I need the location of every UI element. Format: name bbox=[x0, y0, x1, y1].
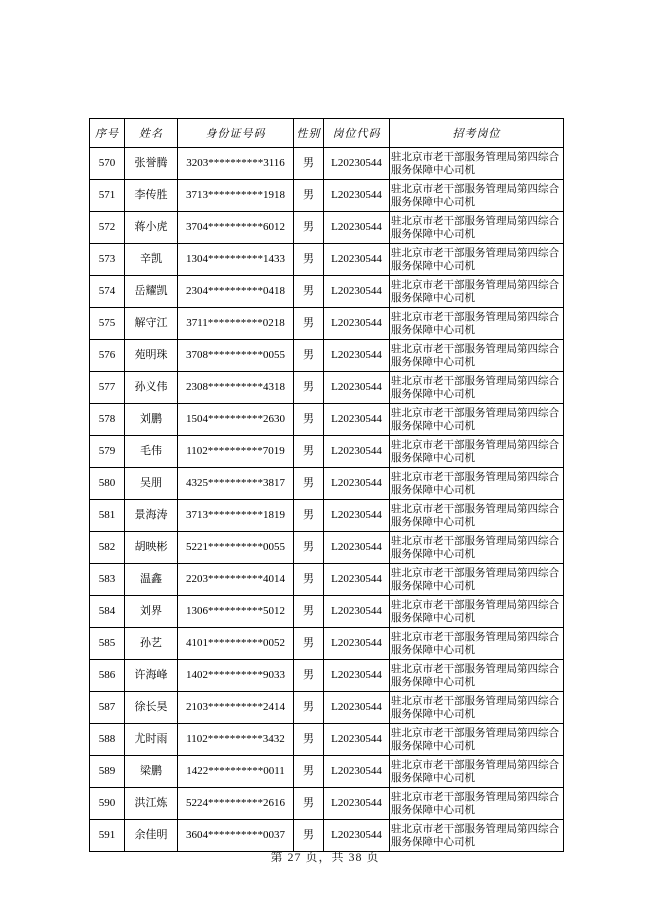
table-row bbox=[90, 628, 564, 660]
cell-job-title: 驻北京市老干部服务管理局第四综合服务保障中心司机 bbox=[390, 244, 564, 276]
cell-name: 孙艺 bbox=[125, 628, 178, 660]
cell-gender: 男 bbox=[294, 244, 324, 276]
cell-job-code: L20230544 bbox=[324, 372, 390, 404]
cell-job-title: 驻北京市老干部服务管理局第四综合服务保障中心司机 bbox=[390, 276, 564, 308]
table-row bbox=[90, 660, 564, 692]
cell-name: 温鑫 bbox=[125, 564, 178, 596]
cell-id-number: 1422**********0011 bbox=[178, 756, 294, 788]
cell-id-number: 1102**********3432 bbox=[178, 724, 294, 756]
table-row bbox=[90, 148, 564, 180]
cell-gender: 男 bbox=[294, 692, 324, 724]
cell-name: 景海涛 bbox=[125, 500, 178, 532]
cell-gender: 男 bbox=[294, 276, 324, 308]
cell-name: 岳耀凯 bbox=[125, 276, 178, 308]
cell-id-number: 5221**********0055 bbox=[178, 532, 294, 564]
cell-gender: 男 bbox=[294, 628, 324, 660]
cell-id-number: 1402**********9033 bbox=[178, 660, 294, 692]
cell-gender: 男 bbox=[294, 148, 324, 180]
col-header-job-code: 岗位代码 bbox=[324, 119, 390, 148]
cell-gender: 男 bbox=[294, 788, 324, 820]
cell-id-number: 3711**********0218 bbox=[178, 308, 294, 340]
cell-job-title: 驻北京市老干部服务管理局第四综合服务保障中心司机 bbox=[390, 468, 564, 500]
cell-job-title: 驻北京市老干部服务管理局第四综合服务保障中心司机 bbox=[390, 372, 564, 404]
col-header-name: 姓名 bbox=[125, 119, 178, 148]
table-row bbox=[90, 308, 564, 340]
cell-id-number: 3203**********3116 bbox=[178, 148, 294, 180]
cell-seq: 589 bbox=[90, 756, 125, 788]
cell-seq: 584 bbox=[90, 596, 125, 628]
cell-job-title: 驻北京市老干部服务管理局第四综合服务保障中心司机 bbox=[390, 564, 564, 596]
cell-seq: 580 bbox=[90, 468, 125, 500]
table-row bbox=[90, 372, 564, 404]
cell-gender: 男 bbox=[294, 404, 324, 436]
table-row bbox=[90, 596, 564, 628]
cell-job-code: L20230544 bbox=[324, 596, 390, 628]
cell-job-title: 驻北京市老干部服务管理局第四综合服务保障中心司机 bbox=[390, 212, 564, 244]
cell-job-title: 驻北京市老干部服务管理局第四综合服务保障中心司机 bbox=[390, 756, 564, 788]
cell-id-number: 1504**********2630 bbox=[178, 404, 294, 436]
cell-gender: 男 bbox=[294, 436, 324, 468]
cell-job-code: L20230544 bbox=[324, 468, 390, 500]
table-row bbox=[90, 500, 564, 532]
table-row bbox=[90, 340, 564, 372]
cell-name: 尤时雨 bbox=[125, 724, 178, 756]
cell-id-number: 1304**********1433 bbox=[178, 244, 294, 276]
cell-gender: 男 bbox=[294, 180, 324, 212]
cell-id-number: 3704**********6012 bbox=[178, 212, 294, 244]
cell-seq: 582 bbox=[90, 532, 125, 564]
cell-job-code: L20230544 bbox=[324, 404, 390, 436]
cell-job-code: L20230544 bbox=[324, 436, 390, 468]
cell-job-code: L20230544 bbox=[324, 820, 390, 852]
cell-job-title: 驻北京市老干部服务管理局第四综合服务保障中心司机 bbox=[390, 532, 564, 564]
cell-name: 刘鹏 bbox=[125, 404, 178, 436]
cell-seq: 590 bbox=[90, 788, 125, 820]
table-row bbox=[90, 564, 564, 596]
table-row bbox=[90, 436, 564, 468]
table-row bbox=[90, 212, 564, 244]
cell-job-code: L20230544 bbox=[324, 276, 390, 308]
cell-seq: 583 bbox=[90, 564, 125, 596]
cell-seq: 573 bbox=[90, 244, 125, 276]
cell-seq: 585 bbox=[90, 628, 125, 660]
table-row bbox=[90, 404, 564, 436]
cell-id-number: 4325**********3817 bbox=[178, 468, 294, 500]
cell-gender: 男 bbox=[294, 340, 324, 372]
cell-name: 梁鹏 bbox=[125, 756, 178, 788]
cell-id-number: 1102**********7019 bbox=[178, 436, 294, 468]
cell-seq: 588 bbox=[90, 724, 125, 756]
cell-seq: 586 bbox=[90, 660, 125, 692]
table-row bbox=[90, 756, 564, 788]
cell-job-title: 驻北京市老干部服务管理局第四综合服务保障中心司机 bbox=[390, 788, 564, 820]
cell-gender: 男 bbox=[294, 596, 324, 628]
table-row bbox=[90, 468, 564, 500]
cell-id-number: 2308**********4318 bbox=[178, 372, 294, 404]
cell-job-title: 驻北京市老干部服务管理局第四综合服务保障中心司机 bbox=[390, 148, 564, 180]
table-row bbox=[90, 692, 564, 724]
cell-seq: 570 bbox=[90, 148, 125, 180]
cell-seq: 577 bbox=[90, 372, 125, 404]
cell-job-title: 驻北京市老干部服务管理局第四综合服务保障中心司机 bbox=[390, 436, 564, 468]
cell-name: 苑明珠 bbox=[125, 340, 178, 372]
cell-seq: 587 bbox=[90, 692, 125, 724]
cell-name: 胡映彬 bbox=[125, 532, 178, 564]
cell-job-code: L20230544 bbox=[324, 756, 390, 788]
cell-job-code: L20230544 bbox=[324, 724, 390, 756]
col-header-id-number: 身份证号码 bbox=[178, 119, 294, 148]
cell-job-code: L20230544 bbox=[324, 628, 390, 660]
cell-gender: 男 bbox=[294, 500, 324, 532]
cell-name: 许海峰 bbox=[125, 660, 178, 692]
cell-id-number: 5224**********2616 bbox=[178, 788, 294, 820]
cell-job-code: L20230544 bbox=[324, 148, 390, 180]
cell-seq: 575 bbox=[90, 308, 125, 340]
cell-id-number: 2103**********2414 bbox=[178, 692, 294, 724]
recruitment-roster-table bbox=[89, 118, 564, 852]
col-header-gender: 性别 bbox=[294, 119, 324, 148]
cell-job-code: L20230544 bbox=[324, 308, 390, 340]
cell-job-code: L20230544 bbox=[324, 788, 390, 820]
cell-name: 张誉腾 bbox=[125, 148, 178, 180]
cell-gender: 男 bbox=[294, 308, 324, 340]
table-row bbox=[90, 788, 564, 820]
cell-job-code: L20230544 bbox=[324, 532, 390, 564]
page-number: 第 27 页，共 38 页 bbox=[270, 850, 380, 864]
cell-job-title: 驻北京市老干部服务管理局第四综合服务保障中心司机 bbox=[390, 660, 564, 692]
cell-job-title: 驻北京市老干部服务管理局第四综合服务保障中心司机 bbox=[390, 500, 564, 532]
table-row bbox=[90, 820, 564, 852]
cell-gender: 男 bbox=[294, 756, 324, 788]
cell-id-number: 3713**********1819 bbox=[178, 500, 294, 532]
cell-seq: 574 bbox=[90, 276, 125, 308]
cell-name: 毛伟 bbox=[125, 436, 178, 468]
cell-id-number: 1306**********5012 bbox=[178, 596, 294, 628]
cell-gender: 男 bbox=[294, 212, 324, 244]
cell-job-title: 驻北京市老干部服务管理局第四综合服务保障中心司机 bbox=[390, 180, 564, 212]
cell-job-title: 驻北京市老干部服务管理局第四综合服务保障中心司机 bbox=[390, 340, 564, 372]
cell-job-code: L20230544 bbox=[324, 692, 390, 724]
cell-job-code: L20230544 bbox=[324, 212, 390, 244]
cell-name: 李传胜 bbox=[125, 180, 178, 212]
cell-seq: 571 bbox=[90, 180, 125, 212]
cell-gender: 男 bbox=[294, 564, 324, 596]
cell-name: 孙义伟 bbox=[125, 372, 178, 404]
table-row bbox=[90, 244, 564, 276]
cell-name: 余佳明 bbox=[125, 820, 178, 852]
table-row bbox=[90, 532, 564, 564]
cell-seq: 572 bbox=[90, 212, 125, 244]
table-row bbox=[90, 276, 564, 308]
cell-seq: 591 bbox=[90, 820, 125, 852]
cell-gender: 男 bbox=[294, 468, 324, 500]
cell-seq: 578 bbox=[90, 404, 125, 436]
cell-gender: 男 bbox=[294, 724, 324, 756]
cell-job-code: L20230544 bbox=[324, 180, 390, 212]
cell-job-title: 驻北京市老干部服务管理局第四综合服务保障中心司机 bbox=[390, 596, 564, 628]
col-header-seq: 序号 bbox=[90, 119, 125, 148]
cell-id-number: 2304**********0418 bbox=[178, 276, 294, 308]
cell-id-number: 2203**********4014 bbox=[178, 564, 294, 596]
cell-id-number: 3604**********0037 bbox=[178, 820, 294, 852]
cell-name: 徐长昊 bbox=[125, 692, 178, 724]
cell-job-code: L20230544 bbox=[324, 340, 390, 372]
table-header-row bbox=[90, 119, 564, 148]
cell-name: 刘界 bbox=[125, 596, 178, 628]
cell-job-code: L20230544 bbox=[324, 244, 390, 276]
cell-job-title: 驻北京市老干部服务管理局第四综合服务保障中心司机 bbox=[390, 308, 564, 340]
cell-job-title: 驻北京市老干部服务管理局第四综合服务保障中心司机 bbox=[390, 724, 564, 756]
table-row bbox=[90, 724, 564, 756]
cell-name: 吴朋 bbox=[125, 468, 178, 500]
cell-job-title: 驻北京市老干部服务管理局第四综合服务保障中心司机 bbox=[390, 628, 564, 660]
table-body bbox=[90, 148, 564, 852]
cell-gender: 男 bbox=[294, 820, 324, 852]
cell-job-code: L20230544 bbox=[324, 500, 390, 532]
cell-gender: 男 bbox=[294, 532, 324, 564]
cell-job-code: L20230544 bbox=[324, 564, 390, 596]
cell-seq: 581 bbox=[90, 500, 125, 532]
cell-name: 蒋小虎 bbox=[125, 212, 178, 244]
cell-job-title: 驻北京市老干部服务管理局第四综合服务保障中心司机 bbox=[390, 820, 564, 852]
cell-job-title: 驻北京市老干部服务管理局第四综合服务保障中心司机 bbox=[390, 404, 564, 436]
cell-gender: 男 bbox=[294, 372, 324, 404]
cell-id-number: 3713**********1918 bbox=[178, 180, 294, 212]
cell-job-title: 驻北京市老干部服务管理局第四综合服务保障中心司机 bbox=[390, 692, 564, 724]
cell-name: 辛凯 bbox=[125, 244, 178, 276]
cell-name: 洪江炼 bbox=[125, 788, 178, 820]
cell-seq: 576 bbox=[90, 340, 125, 372]
cell-job-code: L20230544 bbox=[324, 660, 390, 692]
table-row bbox=[90, 180, 564, 212]
cell-id-number: 4101**********0052 bbox=[178, 628, 294, 660]
cell-seq: 579 bbox=[90, 436, 125, 468]
cell-gender: 男 bbox=[294, 660, 324, 692]
cell-name: 解守江 bbox=[125, 308, 178, 340]
cell-id-number: 3708**********0055 bbox=[178, 340, 294, 372]
col-header-job-title: 招考岗位 bbox=[390, 119, 564, 148]
